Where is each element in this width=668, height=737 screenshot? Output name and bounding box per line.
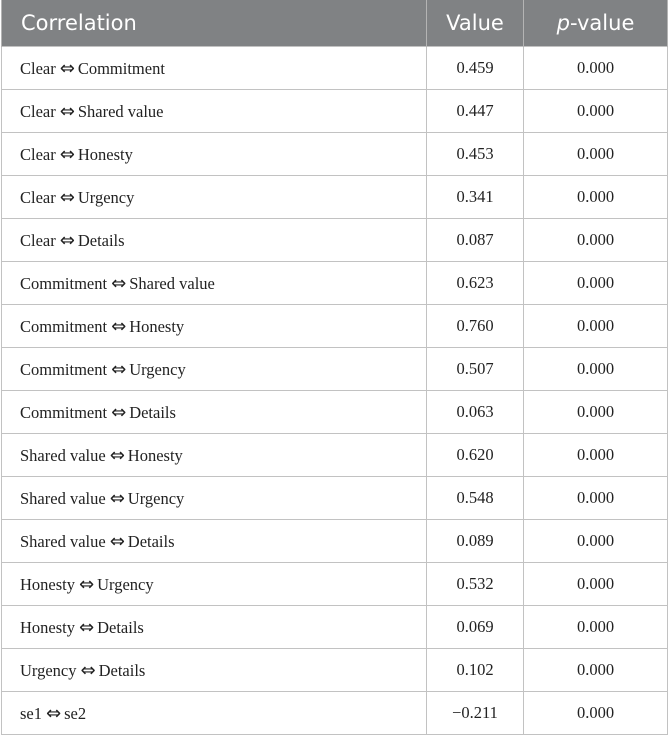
correlation-cell <box>2 305 427 348</box>
value-cell: 0.341 <box>427 176 524 219</box>
p-value-cell: 0.000 <box>524 649 668 692</box>
double-arrow-icon: ⇔ <box>59 143 75 165</box>
table-row <box>2 305 668 348</box>
right-variable: Urgency <box>97 574 154 594</box>
right-variable: Details <box>129 402 176 422</box>
table-row <box>2 391 668 434</box>
correlation-cell <box>2 348 427 391</box>
value-cell: 0.623 <box>427 262 524 305</box>
table-row <box>2 649 668 692</box>
correlation-cell <box>2 477 427 520</box>
right-variable: Shared value <box>129 273 215 293</box>
left-variable: Honesty <box>20 574 75 594</box>
double-arrow-icon: ⇔ <box>59 186 75 208</box>
value-cell: 0.087 <box>427 219 524 262</box>
double-arrow-icon: ⇔ <box>109 530 125 552</box>
value-cell: 0.459 <box>427 47 524 90</box>
header-value: Value <box>427 0 524 47</box>
left-variable: Commitment <box>20 359 108 379</box>
correlation-cell <box>2 90 427 133</box>
correlation-cell <box>2 133 427 176</box>
correlation-cell <box>2 262 427 305</box>
left-variable: Shared value <box>20 531 106 551</box>
right-variable: Honesty <box>127 445 183 465</box>
double-arrow-icon: ⇔ <box>59 229 75 251</box>
left-variable: Clear <box>20 187 56 207</box>
double-arrow-icon: ⇔ <box>111 272 127 294</box>
right-variable: Honesty <box>77 144 133 164</box>
left-variable: Commitment <box>20 402 108 422</box>
left-variable: Clear <box>20 58 56 78</box>
right-variable: Details <box>127 531 175 551</box>
p-value-cell: 0.000 <box>524 262 668 305</box>
double-arrow-icon: ⇔ <box>111 401 127 423</box>
left-variable: Clear <box>20 230 56 250</box>
p-value-cell: 0.000 <box>524 477 668 520</box>
right-variable: Commitment <box>77 58 165 78</box>
value-cell: −0.211 <box>427 692 524 735</box>
table-row <box>2 90 668 133</box>
double-arrow-icon: ⇔ <box>59 57 75 79</box>
right-variable: Urgency <box>77 187 135 207</box>
left-variable: Urgency <box>20 660 77 680</box>
double-arrow-icon: ⇔ <box>79 616 95 638</box>
double-arrow-icon: ⇔ <box>111 315 127 337</box>
value-cell: 0.447 <box>427 90 524 133</box>
left-variable: Shared value <box>20 488 106 508</box>
left-variable: se1 <box>20 703 42 723</box>
right-variable: Urgency <box>127 488 185 508</box>
left-variable: Shared value <box>20 445 106 465</box>
value-cell: 0.089 <box>427 520 524 563</box>
correlation-cell <box>2 563 427 606</box>
table-row <box>2 477 668 520</box>
correlation-cell <box>2 692 427 735</box>
table-row <box>2 348 668 391</box>
p-value-cell: 0.000 <box>524 176 668 219</box>
value-cell: 0.532 <box>427 563 524 606</box>
correlation-cell <box>2 434 427 477</box>
value-cell: 0.102 <box>427 649 524 692</box>
header-correlation: Correlation <box>2 0 427 47</box>
header-p-value <box>524 0 668 47</box>
p-value-cell: 0.000 <box>524 305 668 348</box>
p-value-cell: 0.000 <box>524 520 668 563</box>
double-arrow-icon: ⇔ <box>80 659 96 681</box>
correlation-cell <box>2 219 427 262</box>
p-value-cell: 0.000 <box>524 133 668 176</box>
right-variable: se2 <box>64 703 87 723</box>
correlation-cell <box>2 176 427 219</box>
header-p-italic: p <box>556 11 570 35</box>
table-row <box>2 262 668 305</box>
table-row <box>2 47 668 90</box>
value-cell: 0.760 <box>427 305 524 348</box>
double-arrow-icon: ⇔ <box>109 444 125 466</box>
value-cell: 0.507 <box>427 348 524 391</box>
p-value-cell: 0.000 <box>524 606 668 649</box>
left-variable: Commitment <box>20 273 108 293</box>
table-row <box>2 133 668 176</box>
double-arrow-icon: ⇔ <box>59 100 75 122</box>
value-cell: 0.548 <box>427 477 524 520</box>
table-row <box>2 219 668 262</box>
p-value-cell: 0.000 <box>524 434 668 477</box>
value-cell: 0.620 <box>427 434 524 477</box>
right-variable: Details <box>98 660 146 680</box>
correlation-table <box>1 0 668 735</box>
correlation-cell <box>2 47 427 90</box>
table-body <box>2 47 668 735</box>
header-p-suffix: -value <box>569 11 635 35</box>
right-variable: Shared value <box>77 101 164 121</box>
double-arrow-icon: ⇔ <box>46 702 62 724</box>
p-value-cell: 0.000 <box>524 47 668 90</box>
right-variable: Urgency <box>129 359 186 379</box>
correlation-cell <box>2 391 427 434</box>
right-variable: Details <box>77 230 125 250</box>
double-arrow-icon: ⇔ <box>109 487 125 509</box>
left-variable: Clear <box>20 144 56 164</box>
p-value-cell: 0.000 <box>524 692 668 735</box>
table-row <box>2 692 668 735</box>
p-value-cell: 0.000 <box>524 391 668 434</box>
table-row <box>2 606 668 649</box>
left-variable: Clear <box>20 101 56 121</box>
right-variable: Honesty <box>129 316 185 336</box>
header-row <box>2 0 668 47</box>
table-row <box>2 563 668 606</box>
table-row <box>2 520 668 563</box>
correlation-cell <box>2 606 427 649</box>
double-arrow-icon: ⇔ <box>111 358 127 380</box>
p-value-cell: 0.000 <box>524 348 668 391</box>
value-cell: 0.063 <box>427 391 524 434</box>
right-variable: Details <box>97 617 144 637</box>
value-cell: 0.453 <box>427 133 524 176</box>
correlation-cell <box>2 520 427 563</box>
p-value-cell: 0.000 <box>524 90 668 133</box>
double-arrow-icon: ⇔ <box>79 573 95 595</box>
p-value-cell: 0.000 <box>524 563 668 606</box>
value-cell: 0.069 <box>427 606 524 649</box>
table-header <box>2 0 668 47</box>
p-value-cell: 0.000 <box>524 219 668 262</box>
correlation-cell <box>2 649 427 692</box>
table-row <box>2 434 668 477</box>
left-variable: Honesty <box>20 617 75 637</box>
table-row <box>2 176 668 219</box>
left-variable: Commitment <box>20 316 108 336</box>
